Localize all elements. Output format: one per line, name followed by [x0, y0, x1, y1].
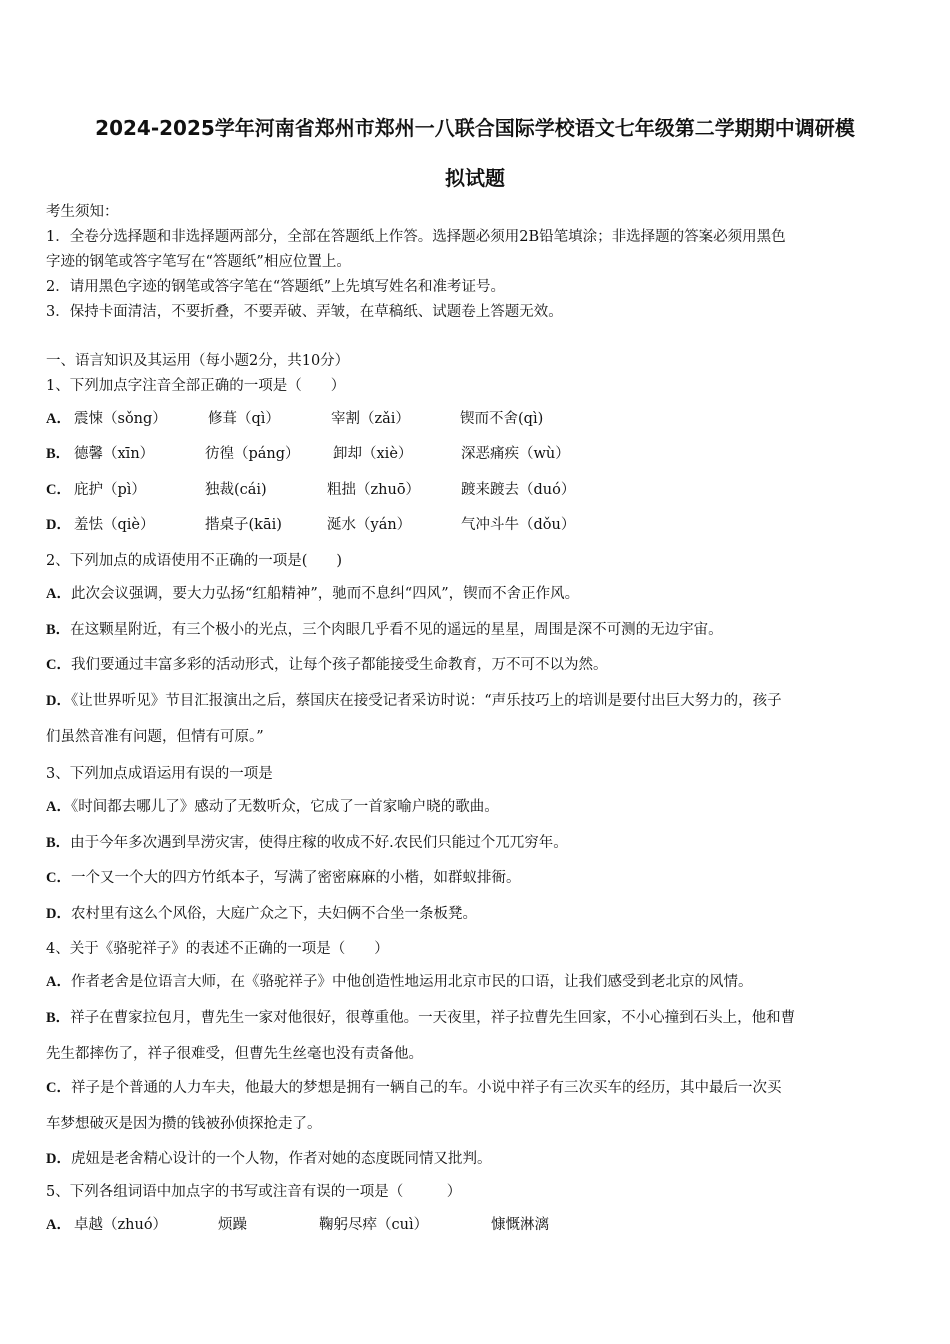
- notice-item-1: 1．全卷分选择题和非选择题两部分，全部在答题纸上作答。选择题必须用2B铅笔填涂；非选择题的答案必须用黑色: [46, 229, 786, 245]
- question-3-option-d: [46, 904, 477, 924]
- option-text: 虎妞是老舍精心设计的一个人物，作者对她的态度既同情又批判。: [70, 1151, 492, 1167]
- question-4-option-d: [46, 1149, 491, 1169]
- question-2-option-d: [46, 691, 782, 711]
- exam-title-line-1: 2024-2025学年河南省郑州市郑州一八联合国际学校语文七年级第二学期期中调研模: [95, 116, 855, 140]
- option-word: 涎水（yán）: [327, 517, 412, 533]
- option-letter: B．: [46, 835, 71, 851]
- option-letter: D．: [46, 693, 71, 709]
- option-letter: D．: [46, 1151, 71, 1167]
- question-4-option-b-cont: 先生都摔伤了，祥子很难受，但曹先生丝毫也没有责备他。: [46, 1046, 423, 1062]
- option-text: 祥子是个普通的人力车夫，他最大的梦想是拥有一辆自己的车。小说中祥子有三次买车的经历，其中最后一次买: [70, 1080, 782, 1096]
- option-word: 彷徨（páng）: [205, 446, 300, 462]
- option-letter: A．: [46, 411, 71, 427]
- option-word: 独裁(cái): [205, 482, 267, 498]
- option-letter: C．: [46, 1080, 71, 1096]
- notice-item-1-cont: 字迹的钢笔或答字笔写在“答题纸”相应位置上。: [46, 254, 351, 270]
- option-word: 宰割（zǎi）: [331, 411, 410, 427]
- option-letter: B．: [46, 622, 71, 638]
- question-2-stem: 2、下列加点的成语使用不正确的一项是( ): [46, 553, 343, 569]
- option-word: 踱来踱去（duó）: [461, 482, 576, 498]
- option-text: 《时间都去哪儿了》感动了无数听众，它成了一首家喻户晓的歌曲。: [70, 799, 499, 815]
- question-4-option-c-cont: 车梦想破灭是因为攒的钱被孙侦探抢走了。: [46, 1116, 322, 1132]
- question-4-stem: 4、关于《骆驼祥子》的表述不正确的一项是（ ）: [46, 941, 389, 957]
- option-word: 烦躁: [218, 1217, 247, 1233]
- question-2-option-c: [46, 655, 607, 675]
- question-4-option-c: [46, 1078, 781, 1098]
- option-letter: C．: [46, 482, 71, 498]
- option-letter: C．: [46, 657, 71, 673]
- option-word: 震悚（sǒng）: [74, 411, 167, 427]
- option-letter: B．: [46, 1010, 71, 1026]
- option-text: 《让世界听见》节目汇报演出之后，蔡国庆在接受记者采访时说：“声乐技巧上的培训是要付出巨大努力的，孩子: [70, 693, 782, 709]
- option-text: 祥子在曹家拉包月，曹先生一家对他很好，很尊重他。一天夜里，祥子拉曹先生回家，不小心撞到石头上，他和曹: [70, 1010, 796, 1026]
- option-text: 一个又一个大的四方竹纸本子，写满了密密麻麻的小楷，如群蚁排衙。: [70, 870, 521, 886]
- option-word: 锲而不舍(qì): [460, 411, 544, 427]
- option-letter: D．: [46, 906, 71, 922]
- option-word: 深恶痛疾（wù）: [461, 446, 570, 462]
- option-letter: A．: [46, 1217, 71, 1233]
- option-letter: A．: [46, 974, 71, 990]
- option-word: 鞠躬尽瘁（cuì）: [319, 1217, 429, 1233]
- option-text: 我们要通过丰富多彩的活动形式，让每个孩子都能接受生命教育，万不可不以为然。: [70, 657, 608, 673]
- option-letter: A．: [46, 586, 71, 602]
- notice-item-2: 2．请用黑色字迹的钢笔或答字笔在“答题纸”上先填写姓名和准考证号。: [46, 279, 506, 295]
- question-5-stem: 5、下列各组词语中加点字的书写或注音有误的一项是（ ）: [46, 1184, 462, 1200]
- question-3-option-b: [46, 833, 568, 853]
- question-2-option-a: [46, 584, 579, 604]
- notice-item-3: 3．保持卡面清洁，不要折叠，不要弄破、弄皱，在草稿纸、试题卷上答题无效。: [46, 304, 563, 320]
- option-word: 修葺（qì）: [208, 411, 280, 427]
- option-word: 慷慨淋漓: [491, 1217, 549, 1233]
- option-letter: C．: [46, 870, 71, 886]
- question-2-option-d-cont: 们虽然音准有问题，但情有可原。”: [46, 729, 264, 745]
- option-word: 气冲斗牛（dǒu）: [461, 517, 576, 533]
- option-text: 农村里有这么个风俗，大庭广众之下，夫妇俩不合坐一条板凳。: [70, 906, 477, 922]
- option-letter: A．: [46, 799, 71, 815]
- option-word: 羞怯（qiè）: [74, 517, 155, 533]
- section-heading: 一、语言知识及其运用（每小题2分，共10分）: [46, 353, 350, 369]
- option-word: 庇护（pì）: [74, 482, 146, 498]
- question-1-stem: 1、下列加点字注音全部正确的一项是（ ）: [46, 378, 346, 394]
- question-3-option-c: [46, 868, 520, 888]
- option-text: 作者老舍是位语言大师，在《骆驼祥子》中他创造性地运用北京市民的口语，让我们感受到老北京的风情。: [70, 974, 753, 990]
- option-word: 卓越（zhuó）: [74, 1217, 168, 1233]
- option-letter: D．: [46, 517, 71, 533]
- exam-title-line-2: 拟试题: [445, 166, 505, 190]
- option-word: 卸却（xiè）: [333, 446, 413, 462]
- option-word: 粗拙（zhuō）: [327, 482, 421, 498]
- question-4-option-a: [46, 972, 752, 992]
- question-3-stem: 3、下列加点成语运用有误的一项是: [46, 766, 273, 782]
- notice-heading: 考生须知：: [46, 204, 119, 220]
- option-text: 在这颗星附近，有三个极小的光点，三个肉眼几乎看不见的遥远的星星，周围是深不可测的无边宇宙。: [70, 622, 723, 638]
- option-text: 此次会议强调，要大力弘扬“红船精神”，驰而不息纠“四风”，锲而不舍正作风。: [70, 586, 580, 602]
- question-4-option-b: [46, 1008, 795, 1028]
- question-2-option-b: [46, 620, 723, 640]
- option-text: 由于今年多次遇到旱涝灾害，使得庄稼的收成不好.农民们只能过个兀兀穷年。: [70, 835, 568, 851]
- option-word: 德馨（xīn）: [74, 446, 155, 462]
- question-3-option-a: [46, 797, 499, 817]
- option-letter: B．: [46, 446, 71, 462]
- option-word: 揩桌子(kāi): [205, 517, 282, 533]
